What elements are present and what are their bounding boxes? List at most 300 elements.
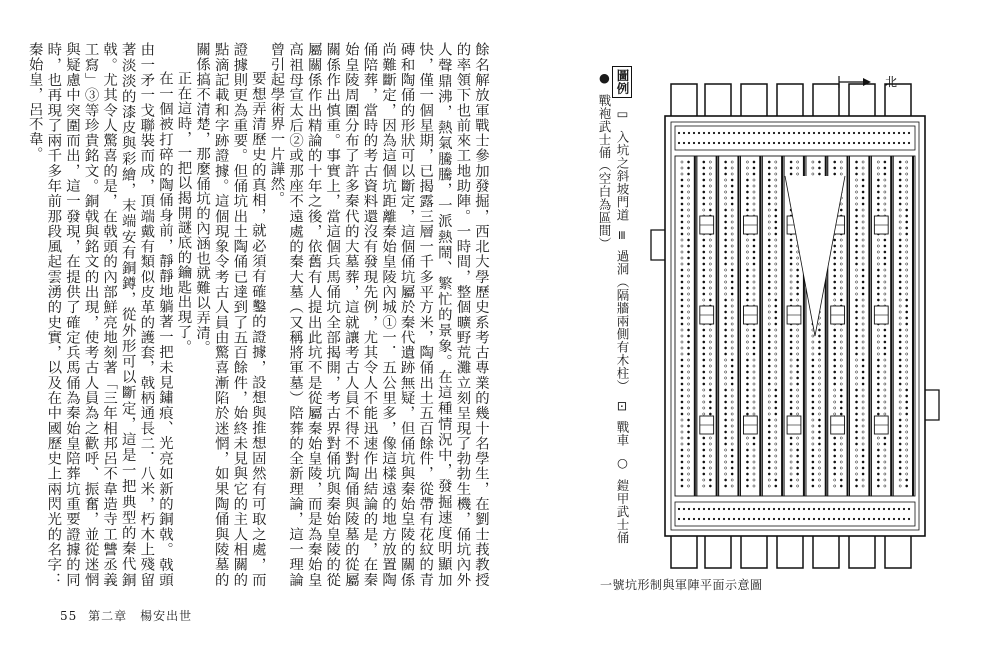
- warrior-figure: [709, 407, 711, 409]
- warrior-figure: [834, 347, 836, 349]
- warrior-figure: [818, 365, 820, 367]
- warrior-figure: [877, 329, 879, 331]
- warrior-figure: [862, 329, 864, 331]
- warrior-figure: [746, 389, 748, 391]
- warrior-figure: [681, 197, 683, 199]
- corridor-0: [675, 156, 697, 496]
- warrior-figure: [746, 437, 748, 439]
- rear-rank-band: [675, 502, 915, 526]
- warrior-figure: [790, 263, 792, 265]
- warrior-figure: [731, 275, 733, 277]
- warrior-figure: [899, 329, 901, 331]
- warrior-figure: [840, 389, 842, 391]
- warrior-figure: [775, 269, 777, 271]
- warrior-figure: [687, 251, 689, 253]
- warrior-figure: [753, 341, 755, 343]
- rear-rank-figure: [723, 518, 725, 520]
- warrior-figure: [790, 413, 792, 415]
- warrior-figure: [746, 263, 748, 265]
- rear-rank-figure: [758, 508, 760, 510]
- warrior-figure: [753, 437, 755, 439]
- warrior-figure: [709, 335, 711, 337]
- warrior-figure: [687, 407, 689, 409]
- warrior-figure: [746, 467, 748, 469]
- warrior-figure: [906, 221, 908, 223]
- warrior-figure: [840, 449, 842, 451]
- warrior-figure: [862, 473, 864, 475]
- warrior-figure: [681, 335, 683, 337]
- warrior-figure: [709, 203, 711, 205]
- warrior-figure: [862, 287, 864, 289]
- warrior-figure: [855, 461, 857, 463]
- warrior-figure: [687, 323, 689, 325]
- warrior-figure: [687, 185, 689, 187]
- page-number: 55: [60, 609, 78, 623]
- warrior-figure: [790, 455, 792, 457]
- warrior-figure: [906, 311, 908, 313]
- warrior-figure: [855, 413, 857, 415]
- warrior-figure: [775, 227, 777, 229]
- warrior-figure: [681, 485, 683, 487]
- warrior-figure: [775, 371, 777, 373]
- warrior-figure: [753, 173, 755, 175]
- warrior-figure: [790, 269, 792, 271]
- warrior-figure: [709, 167, 711, 169]
- warrior-figure: [855, 227, 857, 229]
- warrior-figure: [855, 263, 857, 265]
- warrior-figure: [687, 245, 689, 247]
- warrior-figure: [725, 263, 727, 265]
- front-rank-figure: [878, 142, 880, 144]
- front-rank-figure: [728, 142, 730, 144]
- warrior-figure: [855, 353, 857, 355]
- warrior-figure: [855, 191, 857, 193]
- warrior-figure: [731, 353, 733, 355]
- warrior-figure: [884, 239, 886, 241]
- warrior-figure: [753, 377, 755, 379]
- warrior-figure: [877, 287, 879, 289]
- warrior-figure: [855, 317, 857, 319]
- warrior-figure: [899, 299, 901, 301]
- rear-rank-figure: [733, 508, 735, 510]
- warrior-figure: [790, 383, 792, 385]
- warrior-figure: [906, 371, 908, 373]
- legend-item-robed: 戰袍武士俑（空白為區間）: [597, 93, 612, 250]
- warrior-figure: [725, 329, 727, 331]
- warrior-figure: [862, 179, 864, 181]
- warrior-figure: [899, 233, 901, 235]
- warrior-figure: [877, 209, 879, 211]
- rear-rank-figure: [858, 518, 860, 520]
- warrior-figure: [812, 359, 814, 361]
- warrior-figure: [840, 407, 842, 409]
- legend-chariot-icon: ⊡: [615, 400, 630, 412]
- warrior-figure: [768, 251, 770, 253]
- front-rank-figure: [818, 132, 820, 134]
- north-label: 北: [885, 75, 898, 89]
- warrior-figure: [906, 185, 908, 187]
- warrior-figure: [855, 167, 857, 169]
- warrior-figure: [768, 413, 770, 415]
- warrior-figure: [725, 389, 727, 391]
- warrior-figure: [731, 227, 733, 229]
- warrior-figure: [877, 377, 879, 379]
- warrior-figure: [731, 281, 733, 283]
- corridor-9: [871, 156, 893, 496]
- warrior-figure: [731, 377, 733, 379]
- rear-rank-figure: [763, 508, 765, 510]
- warrior-figure: [840, 245, 842, 247]
- rear-rank-figure: [843, 508, 845, 510]
- warrior-figure: [746, 395, 748, 397]
- warrior-figure: [834, 269, 836, 271]
- warrior-figure: [855, 293, 857, 295]
- rear-rank-figure: [868, 508, 870, 510]
- warrior-figure: [731, 185, 733, 187]
- front-rank-figure: [778, 142, 780, 144]
- warrior-figure: [687, 221, 689, 223]
- warrior-figure: [725, 239, 727, 241]
- warrior-figure: [855, 485, 857, 487]
- warrior-figure: [703, 203, 705, 205]
- warrior-figure: [906, 233, 908, 235]
- warrior-figure: [709, 395, 711, 397]
- warrior-figure: [775, 167, 777, 169]
- warrior-figure: [775, 215, 777, 217]
- front-rank-figure: [843, 132, 845, 134]
- warrior-figure: [812, 401, 814, 403]
- warrior-figure: [906, 449, 908, 451]
- warrior-figure: [840, 395, 842, 397]
- warrior-figure: [731, 251, 733, 253]
- rear-rank-figure: [688, 508, 690, 510]
- warrior-figure: [884, 257, 886, 259]
- warrior-figure: [862, 209, 864, 211]
- warrior-figure: [687, 167, 689, 169]
- warrior-figure: [703, 461, 705, 463]
- warrior-figure: [877, 281, 879, 283]
- warrior-figure: [906, 197, 908, 199]
- warrior-figure: [855, 329, 857, 331]
- warrior-figure: [855, 203, 857, 205]
- warrior-figure: [687, 215, 689, 217]
- rear-rank-figure: [903, 518, 905, 520]
- warrior-figure: [709, 479, 711, 481]
- warrior-figure: [855, 311, 857, 313]
- warrior-figure: [906, 305, 908, 307]
- warrior-figure: [731, 401, 733, 403]
- warrior-figure: [840, 269, 842, 271]
- warrior-figure: [899, 191, 901, 193]
- warrior-figure: [768, 449, 770, 451]
- warrior-figure: [812, 377, 814, 379]
- warrior-figure: [681, 239, 683, 241]
- warrior-figure: [884, 449, 886, 451]
- warrior-figure: [840, 167, 842, 169]
- front-rank-figure: [873, 132, 875, 134]
- warrior-figure: [731, 443, 733, 445]
- warrior-figure: [731, 311, 733, 313]
- warrior-figure: [877, 443, 879, 445]
- warrior-figure: [768, 407, 770, 409]
- warrior-figure: [855, 401, 857, 403]
- warrior-figure: [703, 347, 705, 349]
- warrior-figure: [687, 209, 689, 211]
- warrior-figure: [746, 269, 748, 271]
- warrior-figure: [862, 335, 864, 337]
- warrior-figure: [746, 281, 748, 283]
- rear-rank-figure: [883, 518, 885, 520]
- legend-passage-icon: ≡: [615, 229, 630, 241]
- warrior-figure: [855, 197, 857, 199]
- warrior-figure: [834, 329, 836, 331]
- warrior-figure: [906, 485, 908, 487]
- warrior-figure: [840, 479, 842, 481]
- warrior-figure: [768, 245, 770, 247]
- warrior-figure: [746, 197, 748, 199]
- warrior-figure: [681, 431, 683, 433]
- warrior-figure: [906, 269, 908, 271]
- warrior-figure: [840, 209, 842, 211]
- warrior-figure: [731, 329, 733, 331]
- warrior-figure: [818, 485, 820, 487]
- warrior-figure: [884, 173, 886, 175]
- warrior-figure: [834, 401, 836, 403]
- warrior-figure: [862, 485, 864, 487]
- warrior-figure: [797, 287, 799, 289]
- warrior-figure: [899, 227, 901, 229]
- warrior-figure: [681, 455, 683, 457]
- warrior-figure: [687, 473, 689, 475]
- legend-item-chariot: 戰車: [615, 420, 630, 447]
- warrior-figure: [899, 353, 901, 355]
- front-rank-figure: [843, 142, 845, 144]
- warrior-figure: [797, 257, 799, 259]
- warrior-figure: [877, 365, 879, 367]
- front-rank-figure: [853, 142, 855, 144]
- warrior-figure: [840, 329, 842, 331]
- warrior-figure: [862, 245, 864, 247]
- warrior-figure: [840, 371, 842, 373]
- warrior-figure: [862, 431, 864, 433]
- warrior-figure: [731, 419, 733, 421]
- warrior-figure: [709, 485, 711, 487]
- front-rank-figure: [868, 132, 870, 134]
- warrior-figure: [790, 371, 792, 373]
- warrior-figure: [687, 353, 689, 355]
- warrior-figure: [687, 431, 689, 433]
- warrior-figure: [746, 371, 748, 373]
- warrior-figure: [884, 371, 886, 373]
- warrior-figure: [725, 383, 727, 385]
- warrior-figure: [877, 341, 879, 343]
- warrior-figure: [731, 221, 733, 223]
- warrior-figure: [812, 449, 814, 451]
- warrior-figure: [834, 161, 836, 163]
- warrior-figure: [812, 455, 814, 457]
- warrior-figure: [753, 281, 755, 283]
- warrior-figure: [681, 191, 683, 193]
- warrior-figure: [899, 317, 901, 319]
- warrior-figure: [862, 479, 864, 481]
- warrior-figure: [753, 383, 755, 385]
- warrior-figure: [681, 437, 683, 439]
- warrior-figure: [899, 455, 901, 457]
- legend-item-ramp: 入坑之斜坡門道: [615, 130, 630, 222]
- warrior-figure: [753, 335, 755, 337]
- warrior-figure: [746, 449, 748, 451]
- warrior-figure: [775, 425, 777, 427]
- warrior-figure: [899, 479, 901, 481]
- warrior-figure: [797, 455, 799, 457]
- warrior-figure: [681, 215, 683, 217]
- front-rank-figure: [888, 132, 890, 134]
- warrior-figure: [812, 395, 814, 397]
- warrior-figure: [884, 479, 886, 481]
- warrior-figure: [790, 485, 792, 487]
- warrior-figure: [731, 263, 733, 265]
- warrior-figure: [753, 191, 755, 193]
- corridor-2: [719, 156, 741, 496]
- warrior-figure: [818, 449, 820, 451]
- warrior-figure: [834, 341, 836, 343]
- legend-tag: 圖例: [612, 66, 632, 98]
- warrior-figure: [703, 467, 705, 469]
- warrior-figure: [768, 377, 770, 379]
- warrior-figure: [746, 461, 748, 463]
- warrior-figure: [899, 197, 901, 199]
- warrior-figure: [877, 413, 879, 415]
- warrior-figure: [812, 347, 814, 349]
- warrior-figure: [775, 293, 777, 295]
- warrior-figure: [899, 245, 901, 247]
- front-rank-figure: [743, 142, 745, 144]
- warrior-figure: [862, 353, 864, 355]
- front-rank-figure: [768, 132, 770, 134]
- warrior-figure: [797, 395, 799, 397]
- warrior-figure: [768, 323, 770, 325]
- warrior-figure: [709, 263, 711, 265]
- rear-rank-figure: [728, 518, 730, 520]
- warrior-figure: [884, 407, 886, 409]
- warrior-figure: [703, 449, 705, 451]
- warrior-figure: [855, 341, 857, 343]
- warrior-figure: [834, 251, 836, 253]
- rear-rank-figure: [858, 508, 860, 510]
- front-rank-figure: [693, 132, 695, 134]
- warrior-figure: [731, 431, 733, 433]
- warrior-figure: [790, 389, 792, 391]
- warrior-figure: [687, 389, 689, 391]
- warrior-figure: [753, 245, 755, 247]
- warrior-figure: [834, 239, 836, 241]
- warrior-figure: [884, 395, 886, 397]
- warrior-figure: [862, 215, 864, 217]
- warrior-figure: [768, 485, 770, 487]
- warrior-figure: [753, 329, 755, 331]
- warrior-figure: [681, 449, 683, 451]
- warrior-figure: [681, 167, 683, 169]
- warrior-figure: [906, 167, 908, 169]
- warrior-figure: [877, 395, 879, 397]
- warrior-figure: [818, 479, 820, 481]
- warrior-figure: [834, 257, 836, 259]
- warrior-figure: [855, 185, 857, 187]
- warrior-figure: [862, 395, 864, 397]
- front-rank-figure: [803, 142, 805, 144]
- warrior-figure: [703, 191, 705, 193]
- warrior-figure: [731, 395, 733, 397]
- front-rank-figure: [838, 132, 840, 134]
- warrior-figure: [906, 425, 908, 427]
- warrior-figure: [703, 281, 705, 283]
- warrior-figure: [906, 431, 908, 433]
- warrior-figure: [681, 269, 683, 271]
- warrior-figure: [703, 251, 705, 253]
- warrior-figure: [687, 269, 689, 271]
- front-rank-figure: [718, 132, 720, 134]
- warrior-figure: [775, 257, 777, 259]
- warrior-figure: [877, 353, 879, 355]
- warrior-figure: [725, 269, 727, 271]
- front-rank-figure: [748, 132, 750, 134]
- warrior-figure: [768, 329, 770, 331]
- rear-rank-figure: [738, 508, 740, 510]
- warrior-figure: [687, 467, 689, 469]
- warrior-figure: [818, 335, 820, 337]
- warrior-figure: [877, 173, 879, 175]
- warrior-figure: [899, 431, 901, 433]
- warrior-figure: [768, 167, 770, 169]
- warrior-figure: [884, 335, 886, 337]
- warrior-figure: [855, 407, 857, 409]
- front-rank-figure: [888, 142, 890, 144]
- ramp-top-0: [671, 84, 697, 116]
- warrior-figure: [775, 467, 777, 469]
- rear-rank-figure: [838, 518, 840, 520]
- warrior-figure: [906, 419, 908, 421]
- warrior-figure: [797, 437, 799, 439]
- rear-rank-figure: [908, 518, 910, 520]
- front-rank-figure: [853, 132, 855, 134]
- warrior-figure: [906, 173, 908, 175]
- warrior-figure: [877, 461, 879, 463]
- warrior-figure: [877, 455, 879, 457]
- warrior-figure: [797, 299, 799, 301]
- front-rank-figure: [703, 142, 705, 144]
- warrior-figure: [746, 185, 748, 187]
- warrior-figure: [906, 401, 908, 403]
- front-rank-figure: [828, 132, 830, 134]
- warrior-figure: [906, 287, 908, 289]
- warrior-figure: [834, 263, 836, 265]
- warrior-figure: [906, 323, 908, 325]
- warrior-figure: [687, 485, 689, 487]
- warrior-figure: [681, 227, 683, 229]
- warrior-figure: [855, 383, 857, 385]
- warrior-figure: [812, 173, 814, 175]
- front-rank-figure: [823, 142, 825, 144]
- warrior-figure: [753, 401, 755, 403]
- warrior-figure: [687, 161, 689, 163]
- rear-rank-figure: [773, 508, 775, 510]
- warrior-figure: [731, 215, 733, 217]
- warrior-figure: [731, 335, 733, 337]
- warrior-figure: [703, 257, 705, 259]
- warrior-figure: [731, 293, 733, 295]
- warrior-figure: [753, 161, 755, 163]
- warrior-figure: [899, 365, 901, 367]
